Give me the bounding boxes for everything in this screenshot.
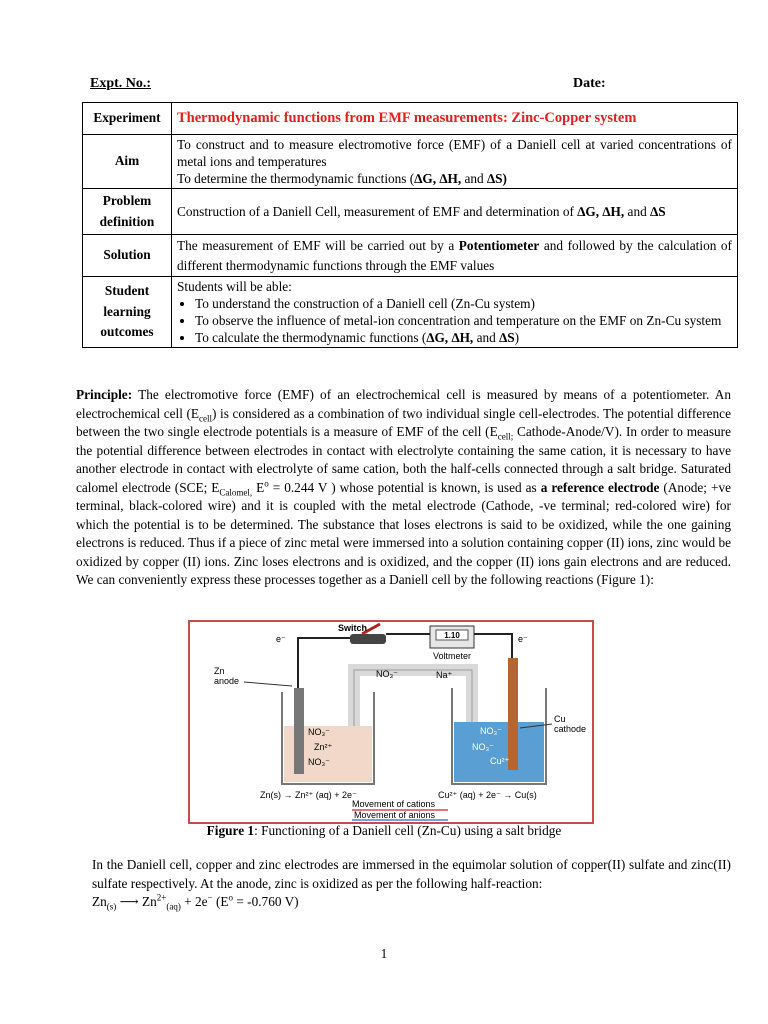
experiment-label: Experiment — [83, 103, 172, 135]
page-number: 1 — [380, 946, 388, 961]
left-wire — [298, 638, 350, 692]
right-copper-ion: Cu²⁺ — [490, 756, 510, 766]
left-zinc-ion: Zn²⁺ — [314, 742, 333, 752]
right-nitrate-b: NO₃⁻ — [472, 742, 494, 752]
slo-label: Student learning outcomes — [83, 276, 172, 347]
experiment-title: Thermodynamic functions from EMF measurements: Zinc-Copper system — [177, 110, 637, 127]
problem-definition-text: Construction of a Daniell Cell, measurement of EMF and determination of ∆G, ∆H, and ∆S — [172, 189, 738, 235]
zinc-electrode — [294, 688, 304, 774]
switch-body — [350, 634, 386, 644]
daniell-cell-figure — [188, 620, 594, 824]
zn-anode-label-1: Zn — [214, 666, 225, 676]
voltmeter-reading: 1.10 — [444, 631, 460, 640]
zn-anode-pointer — [244, 682, 292, 686]
electron-left-label: e⁻ — [276, 634, 286, 644]
right-nitrate-a: NO₃⁻ — [480, 726, 502, 736]
aim-label: Aim — [83, 135, 172, 189]
voltmeter-label: Voltmeter — [432, 651, 472, 661]
slo-intro: Students will be able: — [177, 278, 292, 294]
problem-definition-label: Problem definition — [83, 189, 172, 235]
aim-line-2: To determine the thermodynamic functions (∆G, ∆H, and ∆S) — [177, 171, 507, 187]
legend-anions-label: Movement of anions — [354, 810, 436, 820]
right-wire — [472, 634, 512, 658]
cu-cathode-label-1: Cu — [554, 714, 566, 724]
bridge-nitrate-label: NO₃⁻ — [376, 669, 398, 679]
cu-cathode-label-2: cathode — [554, 724, 587, 734]
left-nitrate-a: NO₃⁻ — [308, 727, 330, 737]
electron-right-label: e⁻ — [518, 634, 528, 644]
date-label: Date: — [573, 76, 606, 91]
aim-line-1: To construct and to measure electromotive force (EMF) of a Daniell cell at varied concentrations of metal ions and temperatures — [177, 137, 732, 170]
slo-item: • To understand the construction of a Daniell cell (Zn-Cu system) — [195, 295, 732, 312]
slo-list — [177, 295, 732, 346]
daniell-paragraph: In the Daniell cell, copper and zinc electrodes are immersed in the equimolar solution of copper(II) sulfate and zinc(II) sulfate respectively. At the anode, zinc is oxidized as per the following half-reaction: $Zn_{(s)}$ ⟶ $Zn^{2+}_{(aq)} + 2e^-$ ($E^o = -0.760$ V) — [92, 857, 731, 912]
principle-paragraph: Principle: The electromotive force (EMF) of an electrochemical cell is measured by means of a potentiometer. An electrochemical cell $(E_{cell})$ is considered as a combination of two individual single cell-electrodes. The potential difference between the two single electrode potentials is a measure of EMF of the cell ($E_{cell;}$ Cathode-Anode/V). In order to measure the potential difference between electrodes in contact with electrolyte containing the same cation, it is necessary to have another electrode in contact with electrolyte of same cation, both the half-cells connected through a salt bridge. Saturated calomel electrode (SCE; $E_{Calomel,}$ $E^o = 0.244$ V ) whose potential is known, is used as a reference electrode (Anode; +ve terminal, black-colored wire) and it is coupled with the metal electrode (Cathode, -ve terminal; red-colored wire) for which the potential is to be determined. The substance that loses electrons is said to be oxidized, while the one gaining electrons is reduced. Thus if a piece of zinc metal were immersed into a solution containing copper (II) ions, zinc would be oxidized by copper (II) ions. Zinc loses electrons and is oxidized, and the copper (II) ions gain electrons and are reduced. We can conveniently express these processes together as a Daniell cell by the following reactions (Figure 1): — [76, 387, 731, 587]
zn-anode-label-2: anode — [214, 676, 240, 686]
solution-label: Solution — [83, 235, 172, 277]
switch-label: Switch — [338, 623, 368, 633]
daniell-cell-diagram — [190, 622, 592, 822]
zinc-half-reaction: $Zn_{(s)}$ ⟶ $Zn^{2+}_{(aq)} + 2e^-$ ($E^o = -0.760$ V) — [92, 892, 299, 912]
figure-caption: Figure 1: Functioning of a Daniell cell (Zn-Cu) using a salt bridge — [206, 823, 562, 838]
experiment-info-table — [82, 102, 738, 348]
slo-item: • To calculate the thermodynamic functions (∆G, ∆H, and ∆S) — [195, 329, 732, 346]
legend-cations-label: Movement of cations — [352, 799, 436, 809]
copper-electrode — [508, 658, 518, 770]
left-nitrate-b: NO₃⁻ — [308, 757, 330, 767]
slo-text — [172, 276, 738, 347]
anode-reaction: Zn(s) → Zn²⁺ (aq) + 2e⁻ — [260, 790, 357, 800]
expt-no-label: Expt. No.: — [90, 76, 152, 91]
cathode-reaction: Cu²⁺ (aq) + 2e⁻ → Cu(s) — [438, 790, 537, 800]
solution-text: The measurement of EMF will be carried out by a Potentiometer and followed by the calculation of different thermodynamic functions through the EMF values — [172, 235, 738, 277]
bridge-sodium-label: Na⁺ — [436, 670, 453, 680]
slo-item: • To observe the influence of metal-ion concentration and temperature on the EMF on Zn-Cu system — [195, 312, 732, 329]
aim-text — [172, 135, 738, 189]
